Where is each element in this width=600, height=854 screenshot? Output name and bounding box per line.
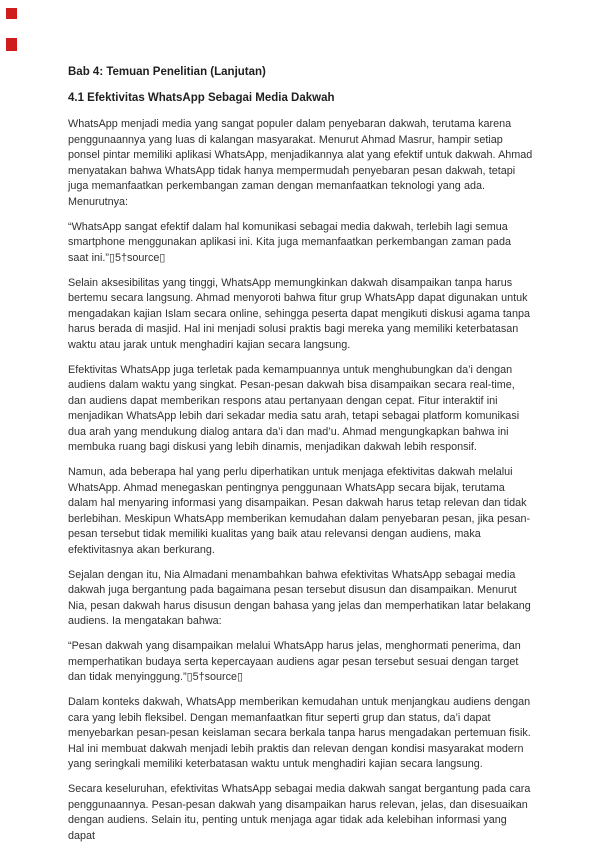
red-artifact-marker-bottom bbox=[6, 38, 17, 51]
section-heading: 4.1 Efektivitas WhatsApp Sebagai Media Dakwah bbox=[68, 92, 335, 104]
paragraph-4: Namun, ada beberapa hal yang perlu diperhatikan untuk menjaga efektivitas dakwah melalui WhatsApp. Ahmad menegaskan pentingnya penggunaan WhatsApp secara bijak, terutama dalam hal menyaring informasi yang disampaikan. Pesan dakwah harus tetap relevan dan tidak berlebihan. Meskipun WhatsApp memberikan kemudahan dalam penyebaran pesan, jika pesan-pesan tersebut tidak memiliki kualitas yang baik atau relevansi dengan audiens, maka efektivitasnya akan berkurang. bbox=[68, 466, 531, 556]
paragraph-7: Secara keseluruhan, efektivitas WhatsApp sebagai media dakwah sangat bergantung pada cara penggunaannya. Pesan-pesan dakwah yang disampaikan harus relevan, jelas, dan disesuaikan dengan audiens. Selain itu, penting untuk menjaga agar tidak ada kelebihan informasi yang dapat bbox=[68, 783, 531, 842]
chapter-heading: Bab 4: Temuan Penelitian (Lanjutan) bbox=[68, 66, 266, 78]
paragraph-3: Efektivitas WhatsApp juga terletak pada kemampuannya untuk menghubungkan da’i dengan audiens dalam waktu yang singkat. Pesan-pesan dakwah bisa disampaikan secara real-time, dan audiens dapat memberikan respons atau pertanyaan dengan cepat. Fitur interaktif ini menjadikan WhatsApp lebih dari sekadar media satu arah, tetapi sebagai platform komunikasi dua arah yang mendukung dialog antara da’i dan mad’u. Ahmad mengungkapkan bahwa ini membuka ruang bagi diskusi yang lebih dinamis, menjadikan dakwah lebih responsif. bbox=[68, 363, 520, 453]
paragraph-1: WhatsApp menjadi media yang sangat populer dalam penyebaran dakwah, terutama karena penggunaannya yang luas di kalangan masyarakat. Menurut Ahmad Masrur, hampir setiap ponsel pintar memiliki aplikasi WhatsApp, menjadikannya alat yang efektif untuk dakwah. Ahmad menyatakan bahwa WhatsApp tidak hanya mempermudah penyebaran pesan dakwah, tetapi juga memanfaatkan perkembangan zaman dengan memanfaatkan teknologi yang ada. Menurutnya: bbox=[68, 118, 533, 208]
quote-paragraph-2: “Pesan dakwah yang disampaikan melalui WhatsApp harus jelas, menghormati penerima, dan memperhatikan budaya serta kepercayaan audiens agar pesan tersebut sesuai dengan target dan tidak menyinggung.”▯5†source▯ bbox=[68, 640, 521, 683]
paragraph-2: Selain aksesibilitas yang tinggi, WhatsApp memungkinkan dakwah disampaikan tanpa harus bertemu secara langsung. Ahmad menyoroti bahwa fitur grup WhatsApp dapat digunakan untuk mengadakan kajian Islam secara online, sehingga peserta dapat mengikuti diskusi agama tanpa harus berada di masjid. Hal ini menjadi solusi praktis bagi mereka yang memiliki keterbatasan waktu atau jarak untuk menghadiri kajian secara langsung. bbox=[68, 276, 530, 351]
paragraph-5: Sejalan dengan itu, Nia Almadani menambahkan bahwa efektivitas WhatsApp sebagai media dakwah juga bergantung pada bagaimana pesan tersebut disusun dan disampaikan. Menurut Nia, pesan dakwah harus disusun dengan bahasa yang jelas dan memperhatikan latar belakang audiens. Ia mengatakan bahwa: bbox=[68, 568, 531, 627]
quote-paragraph-1: “WhatsApp sangat efektif dalam hal komunikasi sebagai media dakwah, terlebih lagi semua smartphone menggunakan aplikasi ini. Kita juga memanfaatkan perkembangan zaman pada saat ini.”▯5†source▯ bbox=[68, 220, 511, 264]
document-content bbox=[68, 66, 534, 854]
paragraph-6: Dalam konteks dakwah, WhatsApp memberikan kemudahan untuk menjangkau audiens dengan cara yang lebih fleksibel. Dengan memanfaatkan fitur seperti grup dan status, da’i dapat menyebarkan pesan-pesan keislaman secara berkala tanpa harus mengadakan pertemuan fisik. Hal ini membuat dakwah menjadi lebih praktis dan relevan dengan kondisi masyarakat modern yang seringkali memiliki keterbatasan waktu untuk menghadiri kajian secara langsung. bbox=[68, 696, 531, 770]
red-artifact-marker-top bbox=[6, 8, 17, 19]
